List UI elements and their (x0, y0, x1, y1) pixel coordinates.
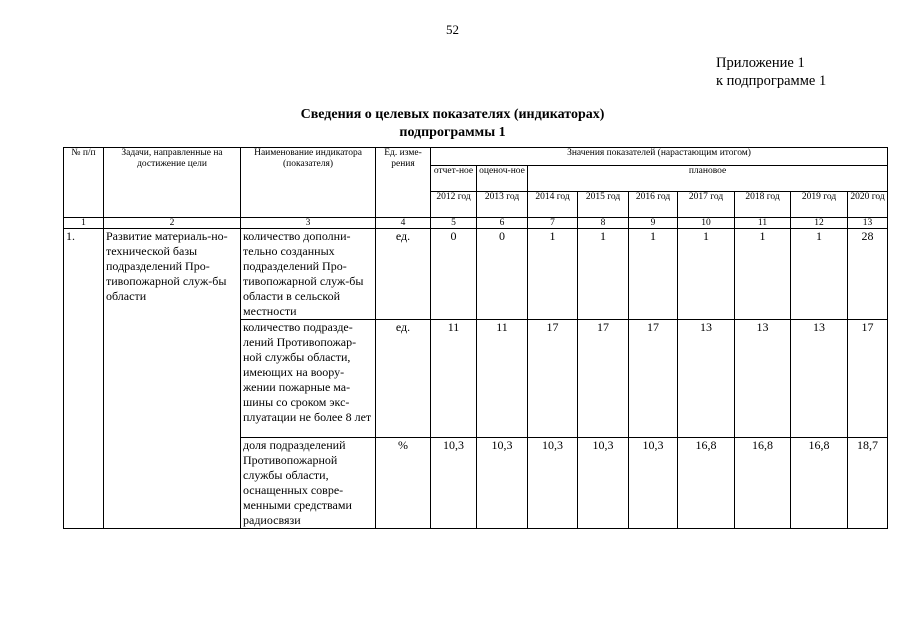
header-indicator: Наименование индикатора (показателя) (241, 148, 376, 218)
unit-cell: % (376, 438, 431, 529)
value-cell: 10,3 (477, 438, 528, 529)
row-number: 1. (64, 229, 104, 529)
header-year-2019: 2019 год (791, 192, 848, 218)
col-number: 1 (64, 218, 104, 229)
value-cell: 28 (848, 229, 888, 320)
appendix-note (716, 54, 826, 90)
value-cell: 16,8 (678, 438, 735, 529)
header-year-2014: 2014 год (528, 192, 578, 218)
value-cell: 11 (431, 320, 477, 438)
value-cell: 10,3 (629, 438, 678, 529)
header-year-2015: 2015 год (578, 192, 629, 218)
value-cell: 16,8 (791, 438, 848, 529)
col-number: 9 (629, 218, 678, 229)
col-number: 8 (578, 218, 629, 229)
value-cell: 17 (578, 320, 629, 438)
value-cell: 10,3 (528, 438, 578, 529)
header-estimate: оценоч-ное (477, 166, 528, 192)
header-planned: плановое (528, 166, 888, 192)
header-unit: Ед. изме-рения (376, 148, 431, 218)
appendix-line-2: к подпрограмме 1 (716, 73, 827, 89)
indicator-cell: количество дополни-тельно созданных подразделений Про-тивопожарной служ-бы области в сельской местности (241, 229, 376, 320)
col-number: 3 (241, 218, 376, 229)
value-cell: 0 (477, 229, 528, 320)
unit-cell: ед. (376, 229, 431, 320)
value-cell: 1 (528, 229, 578, 320)
header-year-2013: 2013 год (477, 192, 528, 218)
col-number: 11 (735, 218, 791, 229)
task-cell: Развитие материаль-но-технической базы подразделений Про-тивопожарной служ-бы области (104, 229, 241, 529)
value-cell: 13 (678, 320, 735, 438)
value-cell: 10,3 (578, 438, 629, 529)
header-year-2016: 2016 год (629, 192, 678, 218)
document-title (0, 106, 905, 142)
value-cell: 16,8 (735, 438, 791, 529)
header-year-2020: 2020 год (848, 192, 888, 218)
col-number: 7 (528, 218, 578, 229)
indicators-table (63, 147, 888, 529)
header-year-2012: 2012 год (431, 192, 477, 218)
value-cell: 17 (528, 320, 578, 438)
title-line-2: подпрограммы 1 (399, 125, 506, 140)
value-cell: 17 (629, 320, 678, 438)
value-cell: 10,3 (431, 438, 477, 529)
header-tasks: Задачи, направленные на достижение цели (104, 148, 241, 218)
title-line-1: Сведения о целевых показателях (индикаторах) (300, 107, 605, 122)
header-num: № п/п (64, 148, 104, 218)
value-cell: 1 (735, 229, 791, 320)
value-cell: 1 (578, 229, 629, 320)
value-cell: 1 (791, 229, 848, 320)
appendix-line-1: Приложение 1 (716, 55, 805, 71)
value-cell: 17 (848, 320, 888, 438)
value-cell: 13 (735, 320, 791, 438)
page-number: 52 (446, 22, 459, 37)
value-cell: 0 (431, 229, 477, 320)
col-number: 2 (104, 218, 241, 229)
col-number: 4 (376, 218, 431, 229)
col-number: 13 (848, 218, 888, 229)
col-number: 6 (477, 218, 528, 229)
unit-cell: ед. (376, 320, 431, 438)
header-values: Значения показателей (нарастающим итогом) (431, 148, 888, 166)
header-year-2018: 2018 год (735, 192, 791, 218)
value-cell: 18,7 (848, 438, 888, 529)
value-cell: 11 (477, 320, 528, 438)
value-cell: 1 (678, 229, 735, 320)
value-cell: 1 (629, 229, 678, 320)
col-number: 5 (431, 218, 477, 229)
value-cell: 13 (791, 320, 848, 438)
indicator-cell: количество подразде-лений Противопожар-ной службы области, имеющих на воору-жении пожарные ма-шины со сроком экс-плуатации не более 8 лет (241, 320, 376, 438)
col-number: 12 (791, 218, 848, 229)
indicator-cell: доля подразделений Противопожарной службы области, оснащенных совре-менными средствами радиосвязи (241, 438, 376, 529)
header-year-2017: 2017 год (678, 192, 735, 218)
col-number: 10 (678, 218, 735, 229)
header-report: отчет-ное (431, 166, 477, 192)
